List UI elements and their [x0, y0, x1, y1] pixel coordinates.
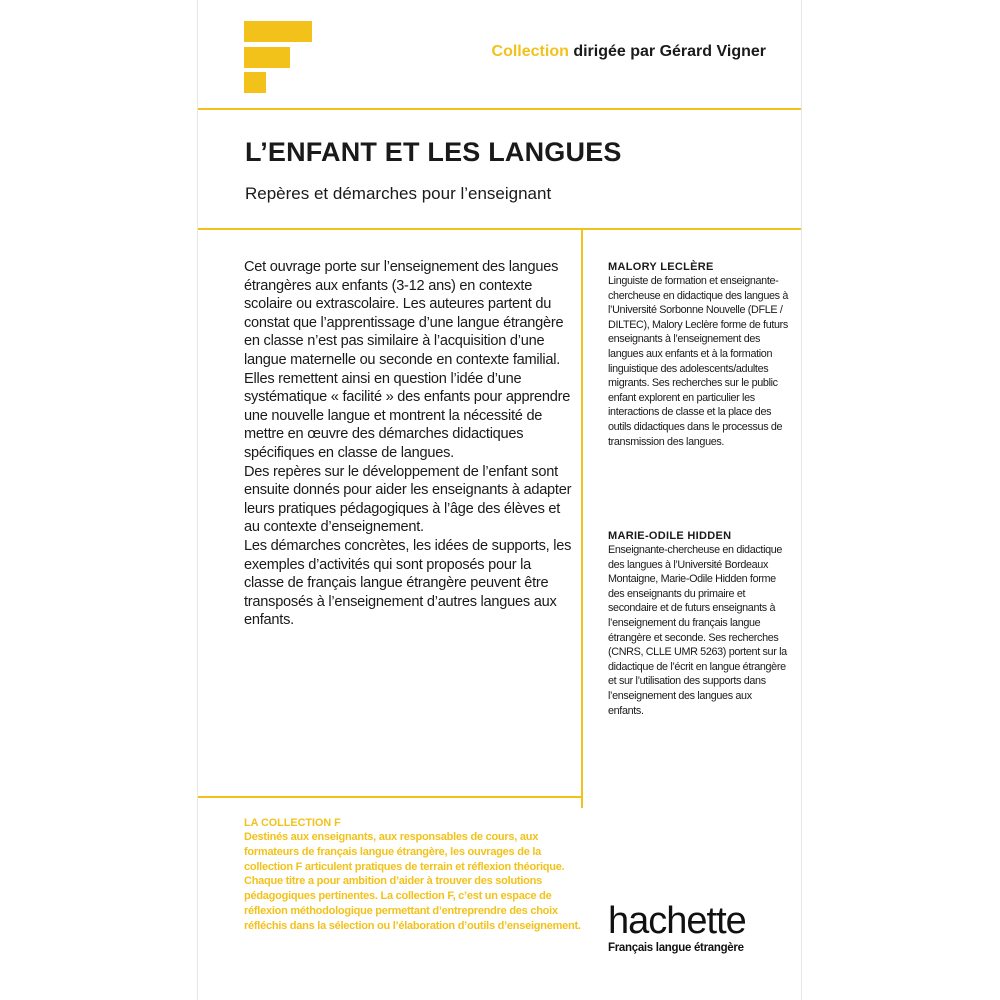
summary-paragraph: Des repères sur le développement de l’enfant sont ensuite donnés pour aider les enseignants à adapter leurs pratiques pédagogiques à l’âge des élèves et au contexte d’enseignement.	[244, 463, 572, 536]
collection-director-name: dirigée par Gérard Vigner	[573, 43, 766, 60]
rule-title	[198, 228, 801, 230]
author-hidden	[608, 529, 788, 718]
publisher-subtitle: Français langue étrangère	[608, 942, 744, 954]
author-name: MALORY LECLÈRE	[608, 261, 714, 273]
rule-header	[198, 108, 801, 110]
book-title: L’ENFANT ET LES LANGUES	[245, 137, 622, 167]
collection-f-block	[244, 816, 589, 934]
author-bio: Linguiste de formation et enseignante-chercheuse en didactique des langues à l’Université Sorbonne Nouvelle (DFLE / DILTEC), Malory Leclère forme de futurs enseignants à l’enseignement des langues aux enfants et à la formation linguistique des adolescents/adultes migrants. Ses recherches sur le public enfant explorent en particulier les interactions de classe et la place des outils didactiques dans le processus de transmission des langues.	[608, 275, 788, 448]
author-name: MARIE-ODILE HIDDEN	[608, 530, 732, 542]
rule-column-divider	[581, 228, 583, 808]
rule-collection	[198, 796, 583, 798]
collection-director	[492, 43, 766, 61]
collection-f-title: LA COLLECTION F	[244, 817, 341, 829]
author-bio: Enseignante-chercheuse en didactique des langues à l’Université Bordeaux Montaigne, Marie-Odile Hidden forme des enseignants du primaire et secondaire et de futurs enseignants à l’enseignement du français langue étrangère et seconde. Ses recherches (CNRS, CLLE UMR 5263) portent sur la didactique de l’écrit en langue étrangère et sur l’utilisation des supports dans l’enseignement des langues aux enfants.	[608, 544, 787, 717]
publisher-name: hachette	[608, 900, 746, 942]
summary-paragraph: Les démarches concrètes, les idées de supports, les exemples d’activités qui sont proposés pour la classe de français langue étrangère peuvent être transposés à l’enseignement d’autres langues aux enfants.	[244, 537, 572, 629]
collection-f-logo	[244, 21, 312, 93]
f-logo-icon	[244, 21, 312, 93]
summary-paragraph: Cet ouvrage porte sur l’enseignement des langues étrangères aux enfants (3-12 ans) en contexte scolaire ou extrascolaire. Les auteures partent du constat que l’apprentissage d’une langue étrangère en classe n’est pas similaire à l’acquisition d’une langue maternelle ou seconde en contexte familial. Elles remettent ainsi en question l’idée d’une systématique « facilité » des enfants pour apprendre une nouvelle langue et montrent la nécessité de mettre en œuvre des démarches didactiques spécifiques en classe de langues.	[244, 259, 571, 461]
publisher-logo	[608, 901, 746, 955]
collection-word: Collection	[491, 43, 569, 60]
book-subtitle: Repères et démarches pour l’enseignant	[245, 184, 552, 203]
summary-text	[244, 258, 574, 630]
author-leclere	[608, 260, 788, 449]
collection-f-text: Destinés aux enseignants, aux responsables de cours, aux formateurs de français langue étrangère, les ouvrages de la collection F articulent pratiques de terrain et réflexion théorique. Chaque titre a pour ambition d’aider à trouver des solutions pédagogiques pertinentes. La collection F, c’est un espace de réflexion méthodologique permettant d’entreprendre des choix réfléchis dans la sélection ou l’élaboration d’outils d’enseignement.	[244, 831, 581, 932]
